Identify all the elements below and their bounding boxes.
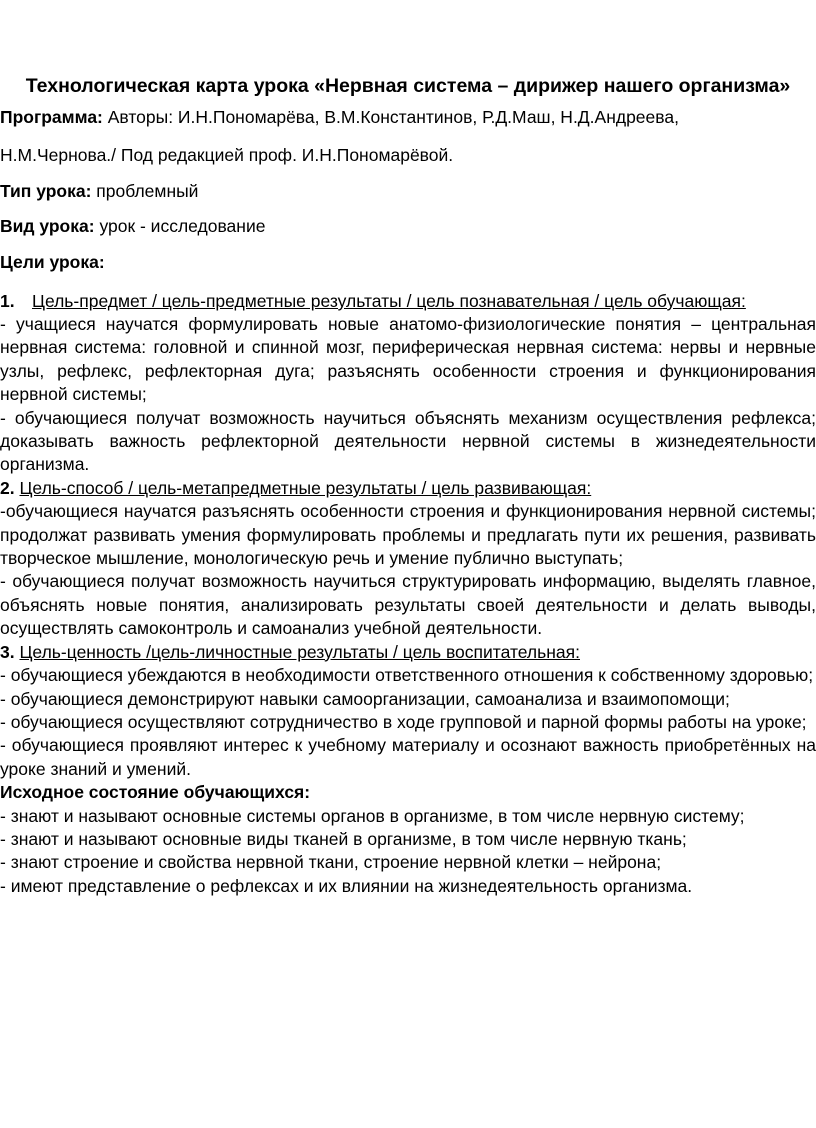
program-line xyxy=(0,106,816,129)
program-editor-line: Н.М.Чернова./ Под редакцией проф. И.Н.Пономарёвой. xyxy=(0,145,454,165)
goal-3-item: - обучающиеся убеждаются в необходимости ответственного отношения к собственному здоровью; xyxy=(0,665,814,686)
goal-2-heading xyxy=(0,477,816,500)
lesson-type-value: проблемный xyxy=(91,181,199,201)
initial-state-item: - имеют представление о рефлексах и их влиянии на жизнедеятельность организма. xyxy=(0,875,693,896)
document-page xyxy=(0,74,816,898)
lesson-kind-label: Вид урока: xyxy=(0,216,95,236)
goal-1-title: Цель-предмет / цель-предметные результаты / цель познавательная / цель обучающая: xyxy=(32,291,746,311)
goal-2-item: - обучающиеся получат возможность научиться структурировать информацию, выделять главное, объяснять новые понятия, анализировать результаты своей деятельности и делать выводы, осуществлять самоконтроль и самоанализ учебной деятельности. xyxy=(0,571,816,639)
goal-1-number: 1. xyxy=(0,291,15,311)
initial-state-item: - знают и называют основные виды тканей в организме, в том числе нервную ткань; xyxy=(0,828,687,849)
lesson-kind-line xyxy=(0,215,816,238)
goal-2-title: Цель-способ / цель-метапредметные результаты / цель развивающая: xyxy=(19,477,592,498)
goals-heading xyxy=(0,251,816,274)
lesson-type-label: Тип урока: xyxy=(0,181,92,201)
initial-state-item: - знают и называют основные системы органов в организме, в том числе нервную систему; xyxy=(0,805,745,826)
lesson-type-line xyxy=(0,180,816,203)
goals-heading-text: Цели урока: xyxy=(0,252,105,272)
goal-1-heading xyxy=(0,290,816,313)
goal-3-title: Цель-ценность /цель-личностные результаты / цель воспитательная: xyxy=(19,641,580,662)
initial-state-heading: Исходное состояние обучающихся: xyxy=(0,782,311,803)
goal-1-item: - обучающиеся получат возможность научиться объяснять механизм осуществления рефлекса; доказывать важность рефлекторной деятельности нервной системы в жизнедеятельности организма. xyxy=(0,407,816,475)
goal-3-heading xyxy=(0,641,816,664)
goal-3-item: - обучающиеся демонстрируют навыки самоорганизации, самоанализа и взаимопомощи; xyxy=(0,688,730,709)
initial-state-item: - знают строение и свойства нервной ткани, строение нервной клетки – нейрона; xyxy=(0,852,662,873)
goal-3-item: - обучающиеся осуществляют сотрудничество в ходе групповой и парной формы работы на уроке; xyxy=(0,711,807,732)
goal-3-item: - обучающиеся проявляют интерес к учебному материалу и осознают важность приобретённых на уроке знаний и умений. xyxy=(0,735,816,779)
program-label: Программа: xyxy=(0,107,103,127)
goal-3-number: 3. xyxy=(0,641,15,662)
document-title: Технологическая карта урока «Нервная система – дирижер нашего организма» xyxy=(25,75,791,97)
goal-1-item: - учащиеся научатся формулировать новые анатомо-физиологические понятия – центральная нервная система: головной и спинной мозг, периферическая нервная система: нервы и нервные узлы, рефлекс, рефлекторная дуга; разъяснять особенности строения и функционирования нервной системы; xyxy=(0,314,816,405)
goal-2-item: -обучающиеся научатся разъяснять особенности строения и функционирования нервной системы; продолжат развивать умения формулировать проблемы и предлагать пути их решения, развивать творческое мышление, монологическую речь и умение публично выступать; xyxy=(0,501,816,569)
lesson-kind-value: урок - исследование xyxy=(94,216,266,236)
program-authors: Авторы: И.Н.Пономарёва, В.М.Константинов, Р.Д.Маш, Н.Д.Андреева, xyxy=(102,107,679,127)
goal-2-number: 2. xyxy=(0,477,15,498)
